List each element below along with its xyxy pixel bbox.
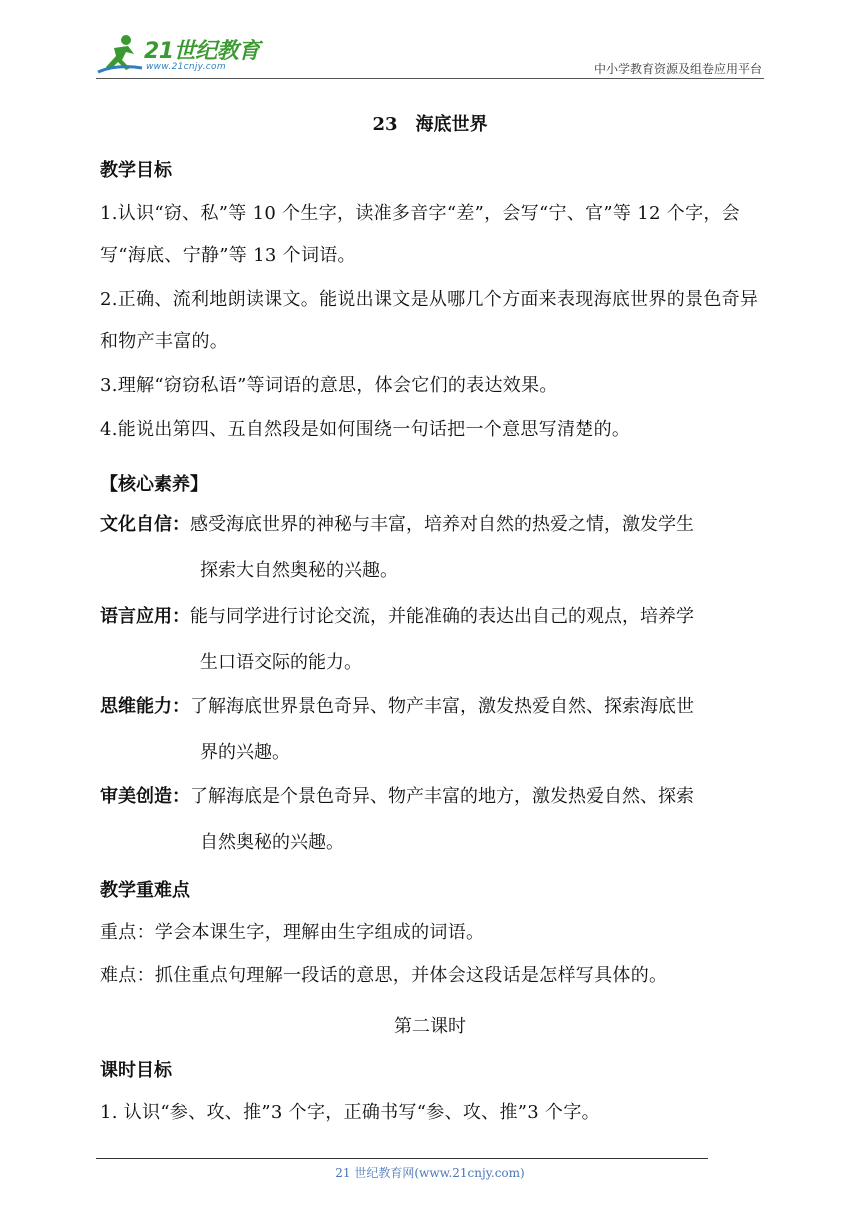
core-item-language <box>100 594 764 686</box>
page-header <box>96 28 764 80</box>
core-item-thinking <box>100 684 764 776</box>
lesson-subtitle: 第二课时 <box>394 1016 466 1037</box>
difficulty-key-point: 重点：学会本课生字，理解由生字组成的词语。 <box>100 922 485 943</box>
header-divider <box>96 78 764 79</box>
site-logo <box>96 32 266 78</box>
core-item-aesthetic <box>100 774 764 866</box>
logo-url: www.21cnjy.com <box>146 62 226 72</box>
core-item-text: 感受海底世界的神秘与丰富，培养对自然的热爱之情，激发学生 <box>190 514 694 535</box>
page-title: 23 海底世界 <box>372 114 488 135</box>
core-item-text-cont: 界的兴趣。 <box>200 742 290 763</box>
runner-logo-icon <box>96 32 144 78</box>
section-heading-core: 【核心素养】 <box>100 474 208 495</box>
core-item-label: 审美创造： <box>100 786 190 807</box>
goal-item-4: 4.能说出第四、五自然段是如何围绕一句话把一个意思写清楚的。 <box>100 419 631 440</box>
footer-divider <box>96 1158 708 1159</box>
goal-item-3: 3.理解“窃窃私语”等词语的意思，体会它们的表达效果。 <box>100 375 558 396</box>
core-item-text: 能与同学进行讨论交流，并能准确的表达出自己的观点，培养学 <box>190 606 694 627</box>
core-item-label: 思维能力： <box>100 696 190 717</box>
difficulty-hard-point: 难点：抓住重点句理解一段话的意思，并体会这段话是怎样写具体的。 <box>100 965 668 986</box>
lesson-goal-item-1: 1. 认识“参、攻、推”3 个字，正确书写“参、攻、推”3 个字。 <box>100 1102 600 1123</box>
core-item-text-cont: 生口语交际的能力。 <box>200 652 362 673</box>
page-footer: 21 世纪教育网(www.21cnjy.com) <box>335 1166 525 1180</box>
section-heading-difficulty: 教学重难点 <box>100 880 190 901</box>
core-item-text: 了解海底世界景色奇异、物产丰富，激发热爱自然、探索海底世 <box>190 696 694 717</box>
goal-item-1: 1.认识“窃、私”等 10 个生字，读准多音字“差”，会写“宁、官”等 12 个字，会写“海底、宁静”等 13 个词语。 <box>100 203 740 266</box>
core-item-culture <box>100 502 764 594</box>
logo-text: 21世纪教育 <box>144 39 260 64</box>
core-item-text-cont: 自然奥秘的兴趣。 <box>200 832 344 853</box>
section-heading-lesson-goals: 课时目标 <box>100 1060 172 1081</box>
core-item-text: 了解海底是个景色奇异、物产丰富的地方，激发热爱自然、探索 <box>190 786 694 807</box>
core-item-label: 语言应用： <box>100 606 190 627</box>
goal-item-2: 2.正确、流利地朗读课文。能说出课文是从哪几个方面来表现海底世界的景色奇异和物产丰富的。 <box>100 289 759 352</box>
core-item-label: 文化自信： <box>100 514 190 535</box>
header-platform-text: 中小学教育资源及组卷应用平台 <box>593 62 762 76</box>
core-item-text-cont: 探索大自然奥秘的兴趣。 <box>200 560 398 581</box>
section-heading-goals: 教学目标 <box>100 160 172 181</box>
